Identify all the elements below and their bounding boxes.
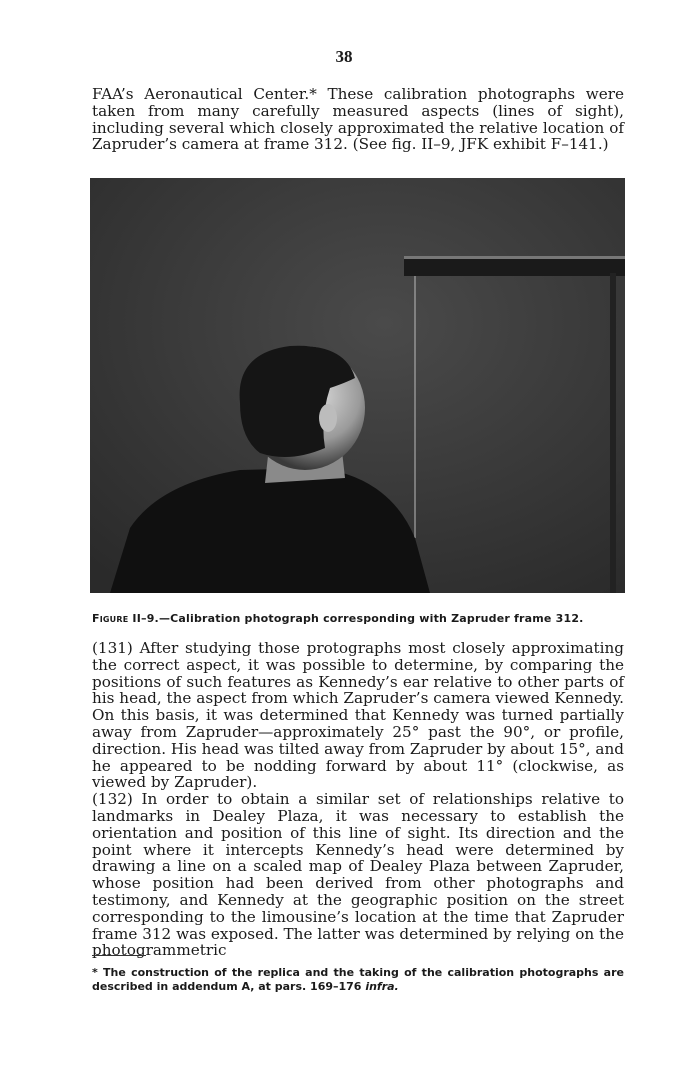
paragraph-text: In order to obtain a similar set of relationships relative to landmarks in Dealey Plaza, it was necessary to establish the orientation and position of this line of sight. Its direction and the point where it intercepts Kennedy’s head were determined by drawing a line on a scaled map of Dealey Plaza between Zapruder, whose position had been derived from other photographs and testimony, and Kennedy at the geographic position on the street corresponding to the limousine’s location at the time that Zapruder frame 312 was exposed. The latter was determined by relying on the photogrammetric xyxy=(92,790,624,960)
footnote-divider xyxy=(92,955,146,956)
footnote-reference: infra. xyxy=(365,979,399,993)
paragraph-131 xyxy=(92,640,624,791)
paragraph-text: After studying those protographs most closely approximating the correct aspect, it was possible to determine, by comparing the positions of such features as Kennedy’s ear relative to other parts of his head, the aspect from which Zapruder’s camera viewed Kennedy. On this basis, it was determined that Kennedy was turned partially away from Zapruder—approximately 25° past the 90°, or profile, direction. His head was tilted away from Zapruder by about 15°, and he appeared to be nodding forward by about 11° (clockwise, as viewed by Zapruder). xyxy=(92,639,624,792)
paragraph-number: (131) xyxy=(92,639,133,657)
footnote xyxy=(92,966,624,993)
figure-label: Figure II–9. xyxy=(92,612,159,625)
intro-paragraph: FAA’s Aeronautical Center.* These calibration photographs were taken from many carefully measured aspects (lines of sight), including several which closely approximated the relative location of Zapruder’s camera at frame 312. (See fig. II–9, JFK exhibit F–141.) xyxy=(92,85,624,154)
figure-caption-text: —Calibration photograph corresponding with Zapruder frame 312. xyxy=(158,612,584,625)
paragraph-132 xyxy=(92,791,624,959)
footnote-marker: * xyxy=(92,966,98,979)
paragraph-number: (132) xyxy=(92,790,133,809)
page-number: 38 xyxy=(335,47,353,66)
footnote-text: The construction of the replica and the taking of the calibration photographs are described in addendum A, at pars. 169–176 xyxy=(92,966,624,993)
calibration-photograph xyxy=(90,178,625,593)
body-text xyxy=(92,640,624,959)
figure-caption xyxy=(92,612,624,625)
